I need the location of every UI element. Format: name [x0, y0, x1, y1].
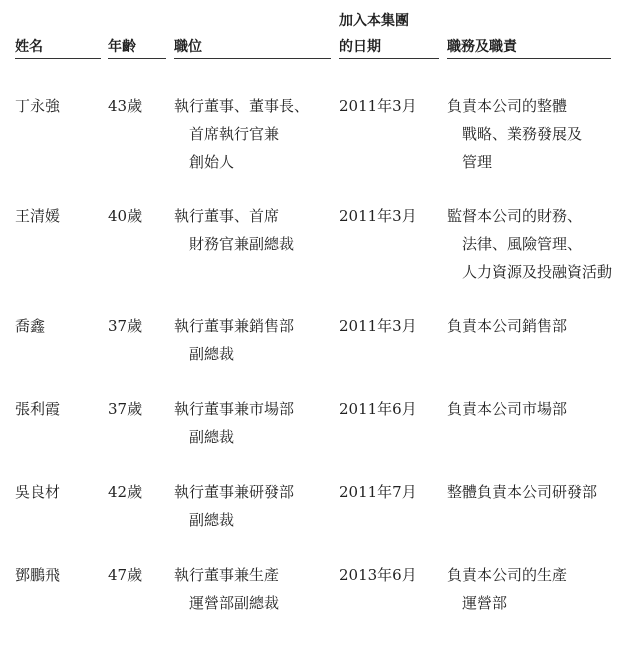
- cell-position-line: 副總裁: [189, 345, 235, 363]
- cell-position-line: 首席執行官兼: [189, 125, 280, 143]
- cell-position: [174, 395, 294, 451]
- header-rule-name: [15, 58, 101, 59]
- cell-duties: [447, 478, 597, 506]
- cell-duties: [447, 561, 567, 617]
- cell-name: 鄧鵬飛: [15, 566, 61, 584]
- cell-age: 42歲: [108, 483, 143, 501]
- cell-position-line: 執行董事兼銷售部: [174, 317, 295, 335]
- header-duties: 職務及職責: [447, 39, 517, 55]
- cell-name: 喬鑫: [15, 317, 46, 335]
- cell-position-line: 執行董事兼研發部: [174, 483, 295, 501]
- header-age: 年齡: [108, 39, 136, 55]
- table-row: [0, 92, 623, 192]
- cell-position-line: 副總裁: [189, 428, 235, 446]
- cell-duties-line: 戰略、業務發展及: [462, 125, 583, 143]
- cell-position-line: 執行董事兼市場部: [174, 400, 295, 418]
- cell-position: [174, 561, 279, 617]
- cell-duties: [447, 202, 612, 286]
- cell-name: 王清媛: [15, 207, 61, 225]
- header-position: 職位: [174, 39, 202, 55]
- cell-age: 37歲: [108, 317, 143, 335]
- cell-position-line: 創始人: [189, 153, 235, 171]
- cell-duties-line: 監督本公司的財務、: [447, 207, 583, 225]
- cell-join-date: 2013年6月: [339, 566, 417, 584]
- cell-position: [174, 202, 294, 258]
- cell-join-date: 2011年3月: [339, 97, 417, 115]
- cell-position-line: 執行董事、董事長、: [174, 97, 310, 115]
- table-row: [0, 561, 623, 661]
- cell-duties: [447, 92, 582, 176]
- header-join-date-line2: 的日期: [339, 39, 381, 55]
- cell-duties-line: 負責本公司的生產: [447, 566, 568, 584]
- cell-name: 丁永強: [15, 97, 61, 115]
- table-row: [0, 202, 623, 302]
- cell-name: 張利霞: [15, 400, 61, 418]
- header-rule-position: [174, 58, 331, 59]
- cell-join-date: 2011年3月: [339, 317, 417, 335]
- cell-age: 43歲: [108, 97, 143, 115]
- cell-duties-line: 負責本公司銷售部: [447, 317, 568, 335]
- cell-position: [174, 478, 294, 534]
- cell-position-line: 運營部副總裁: [189, 594, 280, 612]
- cell-duties-line: 法律、風險管理、: [462, 235, 583, 253]
- header-join-date-line1: 加入本集團: [339, 13, 409, 29]
- cell-position: [174, 92, 309, 176]
- header-name: 姓名: [15, 39, 43, 55]
- cell-position-line: 財務官兼副總裁: [189, 235, 295, 253]
- cell-duties-line: 管理: [462, 153, 493, 171]
- cell-duties: [447, 395, 567, 423]
- cell-join-date: 2011年7月: [339, 483, 417, 501]
- cell-duties-line: 運營部: [462, 594, 508, 612]
- header-rule-join-date: [339, 58, 439, 59]
- cell-position: [174, 312, 294, 368]
- cell-position-line: 執行董事、首席: [174, 207, 280, 225]
- cell-age: 40歲: [108, 207, 143, 225]
- cell-duties: [447, 312, 567, 340]
- cell-age: 37歲: [108, 400, 143, 418]
- cell-duties-line: 負責本公司市場部: [447, 400, 568, 418]
- cell-name: 吳良材: [15, 483, 61, 501]
- header-rule-age: [108, 58, 166, 59]
- cell-duties-line: 整體負責本公司研發部: [447, 483, 598, 501]
- cell-join-date: 2011年3月: [339, 207, 417, 225]
- cell-position-line: 副總裁: [189, 511, 235, 529]
- cell-join-date: 2011年6月: [339, 400, 417, 418]
- cell-position-line: 執行董事兼生產: [174, 566, 280, 584]
- cell-duties-line: 人力資源及投融資活動: [462, 263, 613, 281]
- cell-age: 47歲: [108, 566, 143, 584]
- header-rule-duties: [447, 58, 611, 59]
- cell-duties-line: 負責本公司的整體: [447, 97, 568, 115]
